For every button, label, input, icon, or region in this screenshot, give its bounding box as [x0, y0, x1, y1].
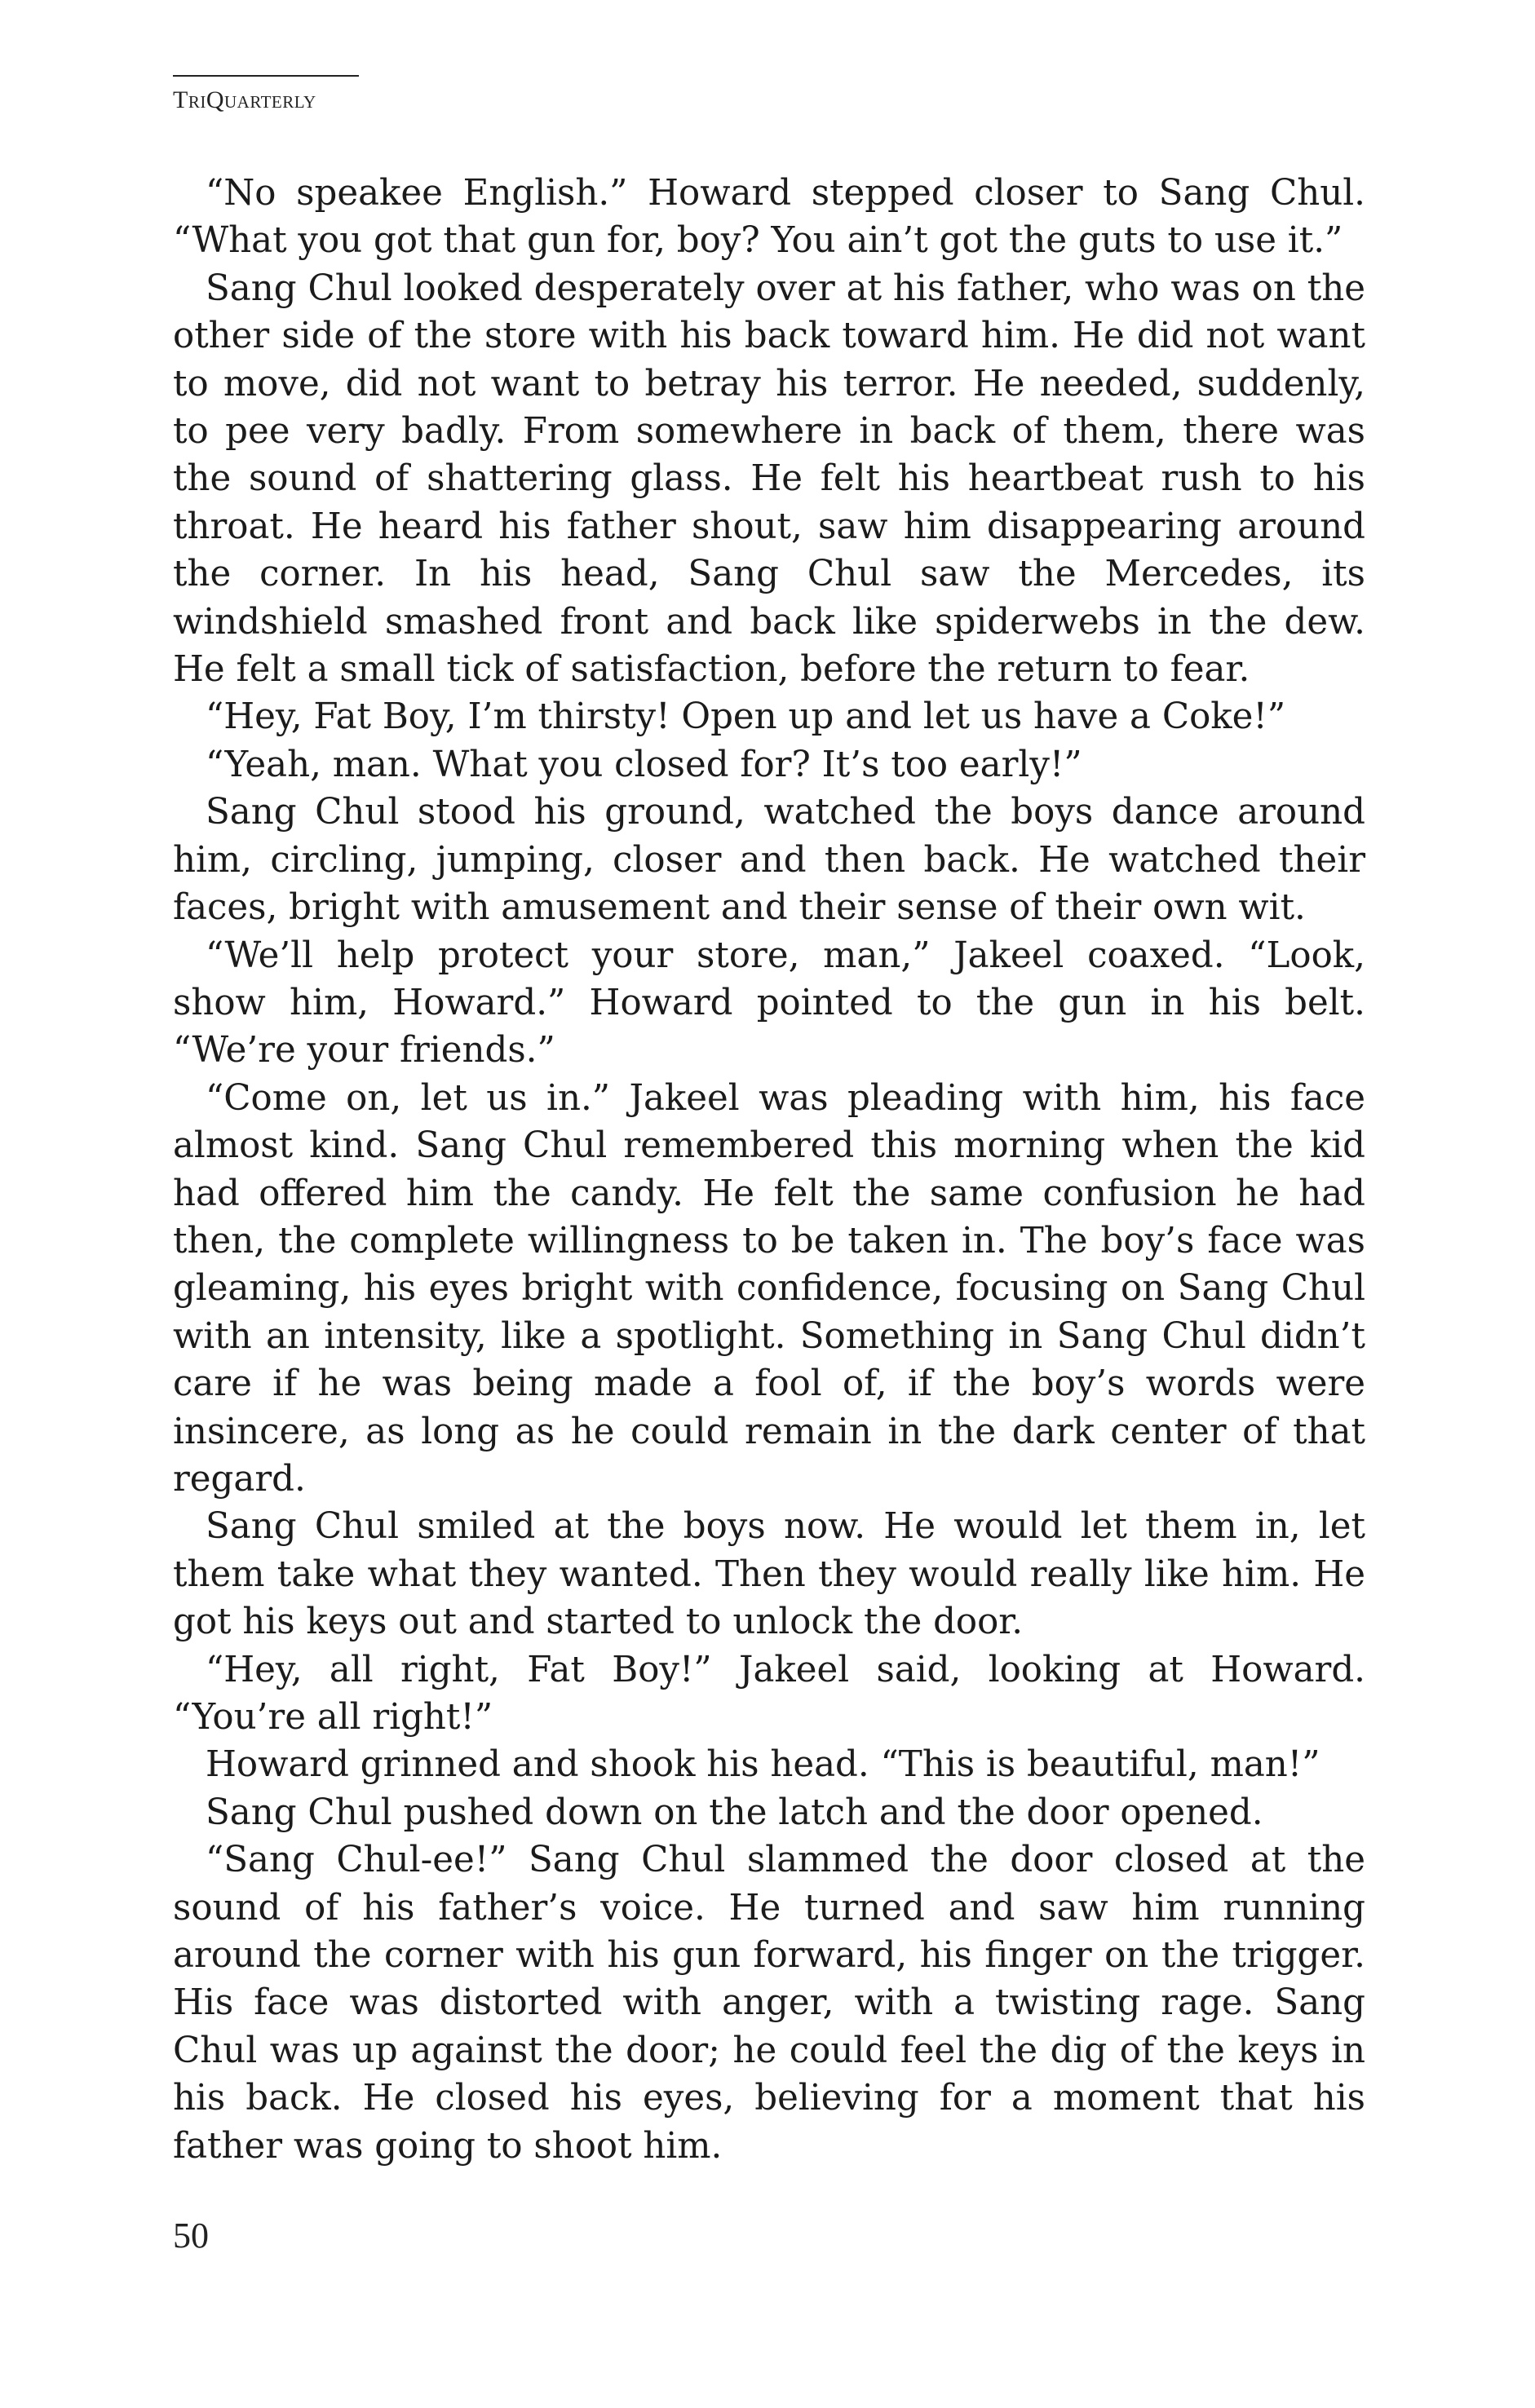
paragraph: Sang Chul stood his ground, watched the boys dance around him, circling, jumping, closer and then back. He watched their faces, bright with amusement and their sense of their own wit.	[173, 792, 1365, 929]
paragraph: “Hey, all right, Fat Boy!” Jakeel said, looking at Howard. “You’re all right!”	[173, 1649, 1365, 1738]
body-text	[173, 170, 1365, 2170]
paragraph: “Sang Chul-ee!” Sang Chul slammed the door closed at the sound of his father’s voice. He turned and saw him running around the corner with his gun forward, his finger on the trigger. His face was distorted with anger, with a twisting rage. Sang Chul was up against the door; he could feel the dig of the keys in his back. He closed his eyes, believing for a moment that his father was going to shoot him.	[173, 1840, 1365, 2167]
paragraph: “We’ll help protect your store, man,” Jakeel coaxed. “Look, show him, Howard.” Howard pointed to the gun in his belt. “We’re your friends.”	[173, 934, 1365, 1071]
paragraph: “Hey, Fat Boy, I’m thirsty! Open up and let us have a Coke!”	[206, 696, 1286, 738]
paragraph: “No speakee English.” Howard stepped closer to Sang Chul. “What you got that gun for, boy? You ain’t got the guts to use it.”	[173, 173, 1365, 262]
paragraph: “Come on, let us in.” Jakeel was pleading with him, his face almost kind. Sang Chul remembered this morning when the kid had offered him the candy. He felt the same confusion he had then, the complete willingness to be taken in. The boy’s face was gleaming, his eyes bright with confidence, focusing on Sang Chul with an intensity, like a spotlight. Something in Sang Chul didn’t care if he was being made a fool of, if the boy’s words were insincere, as long as he could remain in the dark center of that regard.	[173, 1077, 1365, 1500]
running-head: TriQuarterly	[173, 75, 359, 114]
paragraph: Sang Chul looked desperately over at his father, who was on the other side of the store with his back toward him. He did not want to move, did not want to betray his terror. He needed, suddenly, to pee very badly. From somewhere in back of them, there was the sound of shattering glass. He felt his heartbeat rush to his throat. He heard his father shout, saw him disappearing around the corner. In his head, Sang Chul saw the Mercedes, its windshield smashed front and back like spiderwebs in the dew. He felt a small tick of satisfaction, before the return to fear.	[173, 267, 1365, 691]
paragraph: Sang Chul pushed down on the latch and the door opened.	[206, 1792, 1263, 1833]
paragraph: Sang Chul smiled at the boys now. He would let them in, let them take what they wanted. Then they would really like him. He got his keys out and started to unlock the door.	[173, 1506, 1365, 1643]
paragraph: “Yeah, man. What you closed for? It’s too early!”	[206, 744, 1082, 785]
page-number: 50	[173, 2216, 209, 2256]
paragraph: Howard grinned and shook his head. “This is beautiful, man!”	[206, 1744, 1320, 1786]
